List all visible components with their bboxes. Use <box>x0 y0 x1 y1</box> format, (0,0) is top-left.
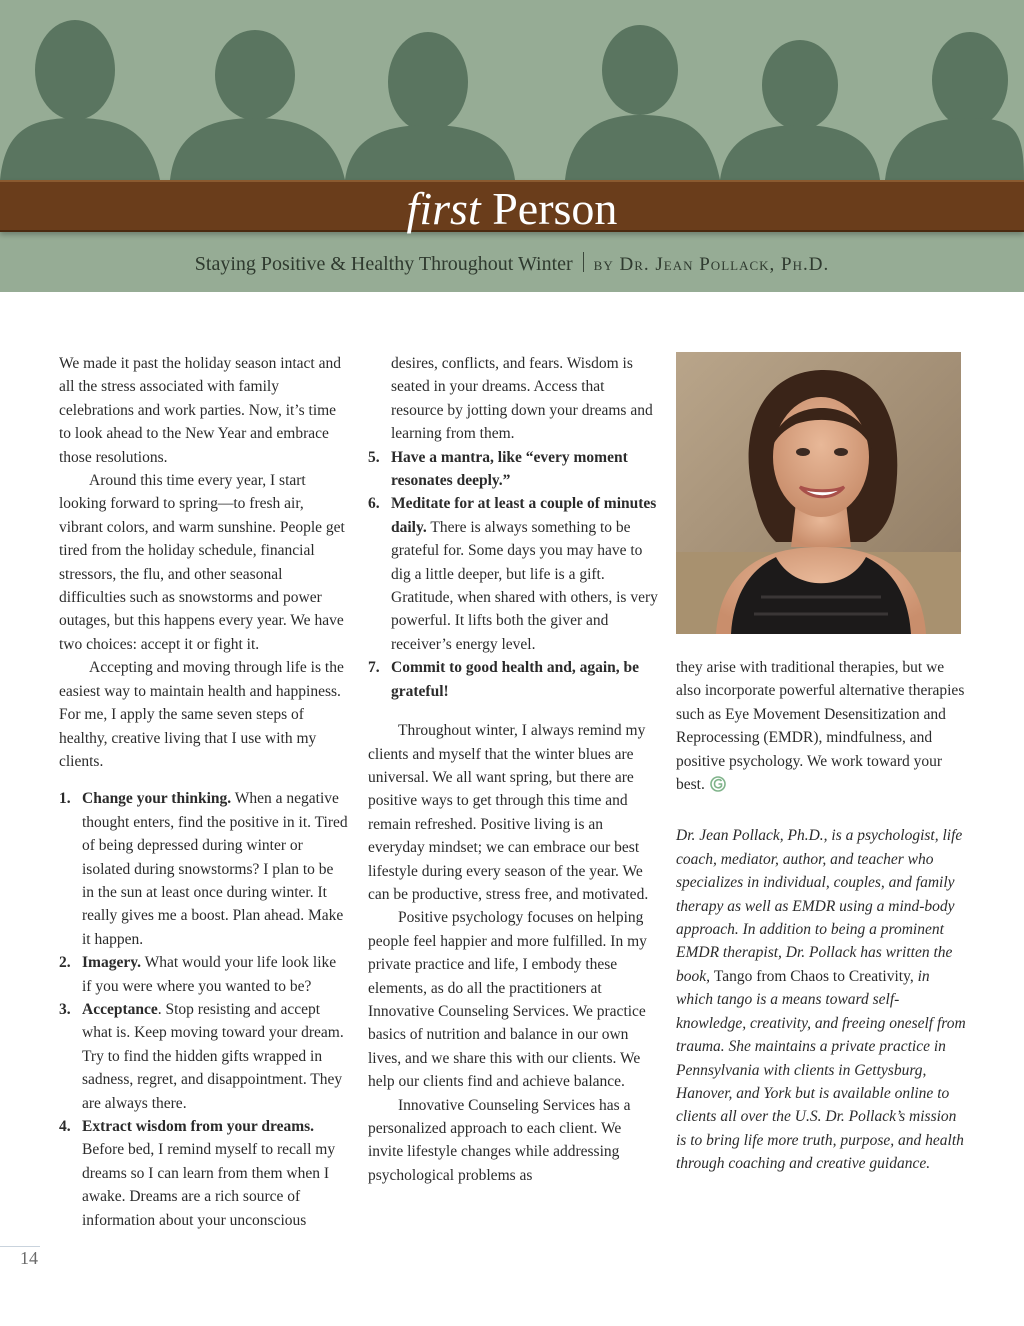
silhouettes-illustration <box>0 0 1024 180</box>
byline: by Dr. Jean Pollack, Ph.D. <box>593 254 830 275</box>
author-bio: Dr. Jean Pollack, Ph.D., is a psychologist, life coach, mediator, author, and teacher who specializes in individual, couples, and family therapy as well as EMDR using a mind-body approach. In addition to being a prominent EMDR therapist, Dr. Pollack has written the book, Tango from Chaos to Creativity, in which tango is a means toward self-knowledge, creativity, and freeing oneself from trauma. She maintains a private practice in Pennsylvania with clients in Gettysburg, Hanover, and York but is available online to clients all over the U.S. Dr. Pollack’s mission is to bring life more truth, purpose, and health through coaching and creative guidance. <box>676 827 966 1173</box>
author-photo <box>676 352 961 634</box>
page-number: 14 <box>20 1248 38 1268</box>
paragraph: Accepting and moving through life is the easiest way to maintain health and happiness. For me, I apply the same seven steps of healthy, creative living that I use with my clients. <box>59 659 344 770</box>
title-band <box>0 180 1024 232</box>
article-title: Staying Positive & Healthy Throughout Winter <box>194 253 573 275</box>
paragraph: Innovative Counseling Services has a personalized approach to each client. We invite lifestyle changes while addressing psychological problems as <box>368 1096 631 1184</box>
steps-list <box>59 787 349 1232</box>
list-item: 6. Meditate for at least a couple of minutes daily. There is always something to be grateful for. Some days you may have to dig a little deeper, but life is a gift. Gratitude, when shared with others, is very powerful. It lifts both the giver and receiver’s energy level. <box>368 495 658 653</box>
end-mark-icon <box>709 775 727 793</box>
article-subtitle-line <box>0 252 1024 276</box>
list-item: 4. Extract wisdom from your dreams. Before bed, I remind myself to recall my dreams so I can learn from them when I awake. Dreams are a rich source of information about your unconscious <box>59 1118 336 1229</box>
column-2 <box>368 352 658 1187</box>
column-1 <box>59 352 349 1232</box>
portrait-illustration <box>676 352 961 634</box>
paragraph: Throughout winter, I always remind my clients and myself that the winter blues are universal. We all want spring, but there are positive ways to get through this time and remain refreshed. Positive living is an everyday mindset; we can embrace our best lifestyle during every season of the year. We can be productive, stress free, and motivated. <box>368 722 649 903</box>
page-number-rule <box>0 1246 40 1247</box>
paragraph: they arise with traditional therapies, but we also incorporate powerful alternative therapies such as Eye Movement Desensitization and Reprocessing (EMDR), mindfulness, and positive psychology. We work toward your best. <box>676 659 965 794</box>
column-3 <box>676 656 968 1176</box>
paragraph: Positive psychology focuses on helping people feel happier and more fulfilled. In my private practice and life, I embody these elements, as do all the practitioners at Innovative Counseling Services. We practice basics of nutrition and balance in our own lives, and we share this with our clients. We help our clients find and achieve balance. <box>368 909 647 1091</box>
list-item: 2. Imagery. What would your life look like if you were where you wanted to be? <box>59 954 337 995</box>
steps-list-continued <box>368 352 658 703</box>
header-banner <box>0 0 1024 292</box>
list-item-continuation: desires, conflicts, and fears. Wisdom is seated in your dreams. Access that resource by jotting down your dreams and learning from them. <box>391 355 653 443</box>
section-title <box>0 184 1024 234</box>
list-item: 5. Have a mantra, like “every moment resonates deeply.” <box>368 448 628 490</box>
paragraph: We made it past the holiday season intact and all the stress associated with family celebrations and work parties. Now, it’s time to look ahead to the New Year and embrace those resolutions. <box>59 355 341 466</box>
list-item: 1. Change your thinking. When a negative thought enters, find the positive in it. Tired of being depressed during winter or isolated during snowstorms? I plan to be in the sun at least once during winter. It really gives me a boost. Plan ahead. Make it happen. <box>59 790 348 948</box>
title-italic: first <box>406 183 481 234</box>
paragraph: Around this time every year, I start looking forward to spring—to fresh air, vibrant colors, and warm sunshine. People get tired from the holiday schedule, financial stressors, the flu, and other seasonal difficulties such as snowstorms and power outages, but this happens every year. We have two choices: accept it or fight it. <box>59 472 345 653</box>
book-title: Tango from Chaos to Creativity, <box>713 967 914 985</box>
list-item: 7. Commit to good health and, again, be grateful! <box>368 659 640 700</box>
divider <box>583 252 584 272</box>
title-rest: Person <box>492 183 618 234</box>
list-item: 3. Acceptance. Stop resisting and accept what is. Keep moving toward your dream. Try to find the hidden gifts wrapped in sadness, regret, and disappointment. They are always there. <box>59 1000 344 1112</box>
